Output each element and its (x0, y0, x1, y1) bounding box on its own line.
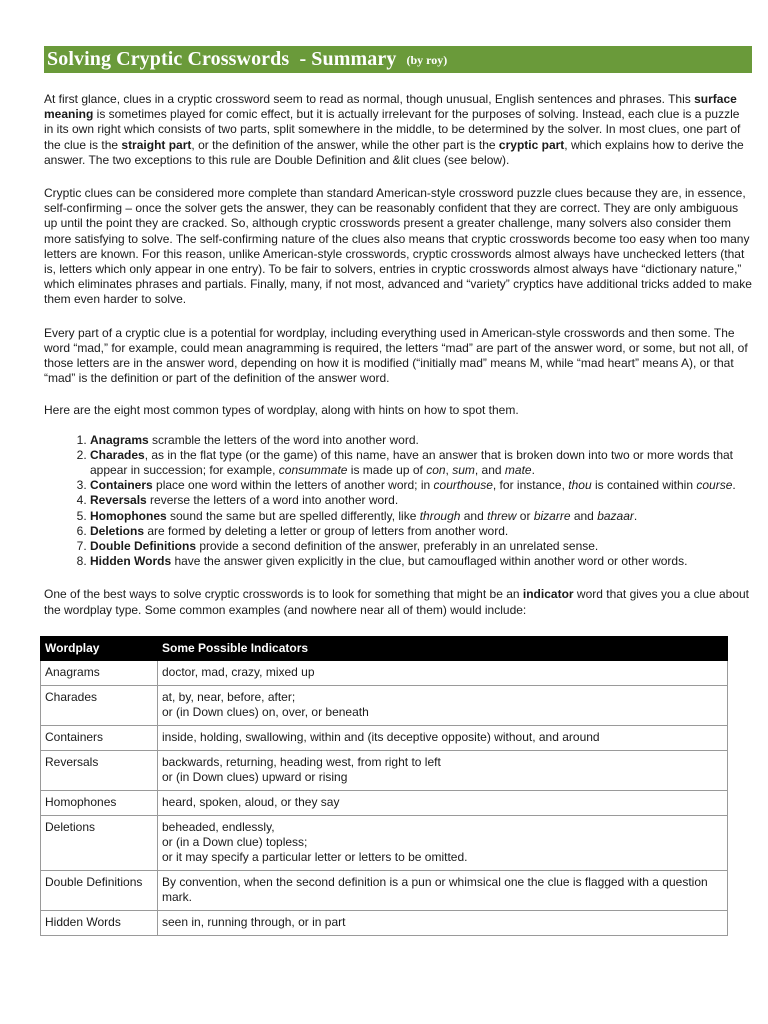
text: , which explains how to derive the answer. The two exceptions to this rule are Double Definition and &lit clues (see below). (44, 137, 744, 167)
paragraph-list-intro: Here are the eight most common types of wordplay, along with hints on how to spot them. (44, 403, 519, 418)
indicator-line: inside, holding, swallowing, within and (its deceptive opposite) without, and around (162, 729, 600, 744)
indicators-cell (158, 790, 728, 815)
table-header-row (41, 636, 728, 660)
indicators-cell (158, 660, 728, 685)
indicator-line: or (in Down clues) upward or rising (162, 769, 348, 784)
list-text: . (633, 508, 638, 523)
indicators-cell (158, 685, 728, 725)
text: , or the definition of the answer, while the other part is the (191, 137, 499, 152)
wordplay-cell: Reversals (41, 750, 158, 790)
paragraph-indicators (44, 587, 752, 617)
list-item (90, 478, 752, 493)
list-text: sound the same but are spelled differently, like (166, 508, 420, 523)
indicator-table (40, 636, 728, 936)
wordplay-cell: Double Definitions (41, 870, 158, 910)
list-term: Containers (90, 478, 153, 493)
indicator-line: or (in a Down clue) topless; (162, 834, 308, 849)
list-text: , as in the flat type (or the game) of this name, have an answer that is broken down into two or more words that appear in succession; for example, (90, 447, 734, 478)
example-word: consummate (278, 463, 348, 478)
paragraph-wordplay: Every part of a cryptic clue is a potential for wordplay, including everything used in American-style crosswords and then some. The word “mad,” for example, could mean anagramming is required, the letters “mad” are part of the answer word, or some, but not all, of those letters are in the answer word, depending on how it is modified (“initially mad” means M, while “mad heart” means A), or that “mad” is the definition or part of the definition of the answer word. (44, 325, 748, 386)
list-item (90, 509, 752, 524)
list-text: have the answer given explicitly in the clue, but camouflaged within another word or other words. (171, 554, 688, 569)
list-text: provide a second definition of the answer, preferably in an unrelated sense. (196, 539, 599, 554)
text: One of the best ways to solve cryptic crosswords is to look for something that might be an (44, 587, 523, 602)
term-straight-part: straight part (121, 137, 192, 152)
example-word: bizarre (533, 508, 571, 523)
indicators-cell (158, 870, 728, 910)
table-row (41, 750, 728, 790)
list-item (90, 448, 752, 478)
indicator-line: backwards, returning, heading west, from right to left (162, 754, 441, 769)
example-word: bazaar (597, 508, 634, 523)
indicators-cell (158, 725, 728, 750)
text: At first glance, clues in a cryptic crossword seem to read as normal, though unusual, English sentences and phrases. This (44, 92, 695, 106)
list-item (90, 493, 752, 508)
document-page (44, 46, 752, 936)
list-item (90, 524, 752, 539)
table-row (41, 725, 728, 750)
wordplay-cell: Containers (41, 725, 158, 750)
list-text: or (516, 508, 534, 523)
column-header: Some Possible Indicators (158, 636, 728, 660)
example-word: con (426, 463, 446, 478)
column-header: Wordplay (41, 636, 158, 660)
table-row (41, 685, 728, 725)
example-word: courthouse (433, 478, 493, 493)
title-bar (44, 46, 752, 73)
list-term: Charades (90, 447, 145, 462)
wordplay-cell: Hidden Words (41, 910, 158, 935)
list-item (90, 554, 752, 569)
indicator-line: heard, spoken, aloud, or they say (162, 794, 340, 809)
example-word: threw (487, 508, 517, 523)
list-term: Reversals (90, 493, 147, 508)
list-text: are formed by deleting a letter or group of letters from another word. (144, 523, 509, 538)
list-term: Homophones (90, 508, 167, 523)
list-text: , (445, 463, 453, 478)
term-cryptic-part: cryptic part (498, 137, 565, 152)
table-row (41, 790, 728, 815)
table-row (41, 910, 728, 935)
example-word: course (696, 478, 733, 493)
page-title: Solving Cryptic Crosswords - Summary (47, 48, 397, 70)
list-item (90, 539, 752, 554)
list-text: place one word within the letters of another word; in (152, 478, 434, 493)
table-row (41, 660, 728, 685)
text: word that gives you a clue about the wordplay type. Some common examples (and nowhere near all of them) would include: (44, 587, 750, 617)
list-term: Hidden Words (90, 554, 172, 569)
author-credit: (by roy) (406, 53, 448, 67)
paragraph-intro (44, 92, 752, 168)
wordplay-list (44, 433, 752, 570)
list-text: , and (474, 463, 505, 478)
term-surface-meaning: surface meaning (44, 92, 737, 122)
list-text: and (460, 508, 488, 523)
list-text: and (570, 508, 598, 523)
list-item (90, 433, 752, 448)
list-text: scramble the letters of the word into another word. (148, 432, 419, 447)
example-word: thou (568, 478, 592, 493)
term-indicator: indicator (522, 587, 574, 602)
table-row (41, 815, 728, 870)
wordplay-cell: Deletions (41, 815, 158, 870)
indicator-line: seen in, running through, or in part (162, 914, 346, 929)
wordplay-cell: Charades (41, 685, 158, 725)
list-term: Deletions (90, 523, 145, 538)
indicator-line: or it may specify a particular letter or letters to be omitted. (162, 849, 468, 864)
list-term: Anagrams (90, 432, 149, 447)
indicator-line: at, by, near, before, after; (162, 689, 296, 704)
wordplay-cell: Homophones (41, 790, 158, 815)
indicators-cell (158, 815, 728, 870)
indicators-cell (158, 910, 728, 935)
text: is sometimes played for comic effect, but it is actually irrelevant for the purposes of solving. Instead, each clue is a puzzle in its own right which consists of two parts, split somewhere in the middle, to be determined by the solver. In most clues, one part of the clue is the (44, 107, 741, 152)
paragraph-self-confirming: Cryptic clues can be considered more complete than standard American-style crossword puzzle clues because they are, in essence, self-confirming – once the solver gets the answer, they can be reasonably confident that they are correct. They are only ambiguous up until the point they are cracked. So, although cryptic crosswords present a greater challenge, many solvers also consider them more satisfying to solve. The self-confirming nature of the clues also means that cryptic crosswords become too easy when too many letters are known. For this reason, unlike American-style crosswords, cryptic crosswords almost always have unchecked letters (that is, letters which only appear in one entry). To be fair to solvers, entries in cryptic crosswords almost always have “dictionary nature,” which eliminates phrases and partials. Finally, many, if not most, advanced and “variety” cryptics have additional tricks added to make them even harder to solve. (44, 186, 752, 307)
list-text: . (531, 463, 535, 478)
table-row (41, 870, 728, 910)
indicator-line: beheaded, endlessly, (162, 819, 275, 834)
indicator-line: or (in Down clues) on, over, or beneath (162, 704, 369, 719)
example-word: through (419, 508, 461, 523)
indicator-line: doctor, mad, crazy, mixed up (162, 664, 315, 679)
example-word: sum (452, 463, 475, 478)
list-text: , for instance, (492, 478, 569, 493)
wordplay-cell: Anagrams (41, 660, 158, 685)
list-term: Double Definitions (90, 539, 196, 554)
indicator-line: By convention, when the second definition is a pun or whimsical one the clue is flagged with a question mark. (162, 874, 708, 904)
indicators-cell (158, 750, 728, 790)
table-body (41, 660, 728, 935)
list-text: is made up of (347, 463, 427, 478)
list-text: reverse the letters of a word into another word. (146, 493, 399, 508)
example-word: mate (504, 463, 532, 478)
list-text: . (732, 478, 736, 493)
list-text: is contained within (591, 478, 697, 493)
